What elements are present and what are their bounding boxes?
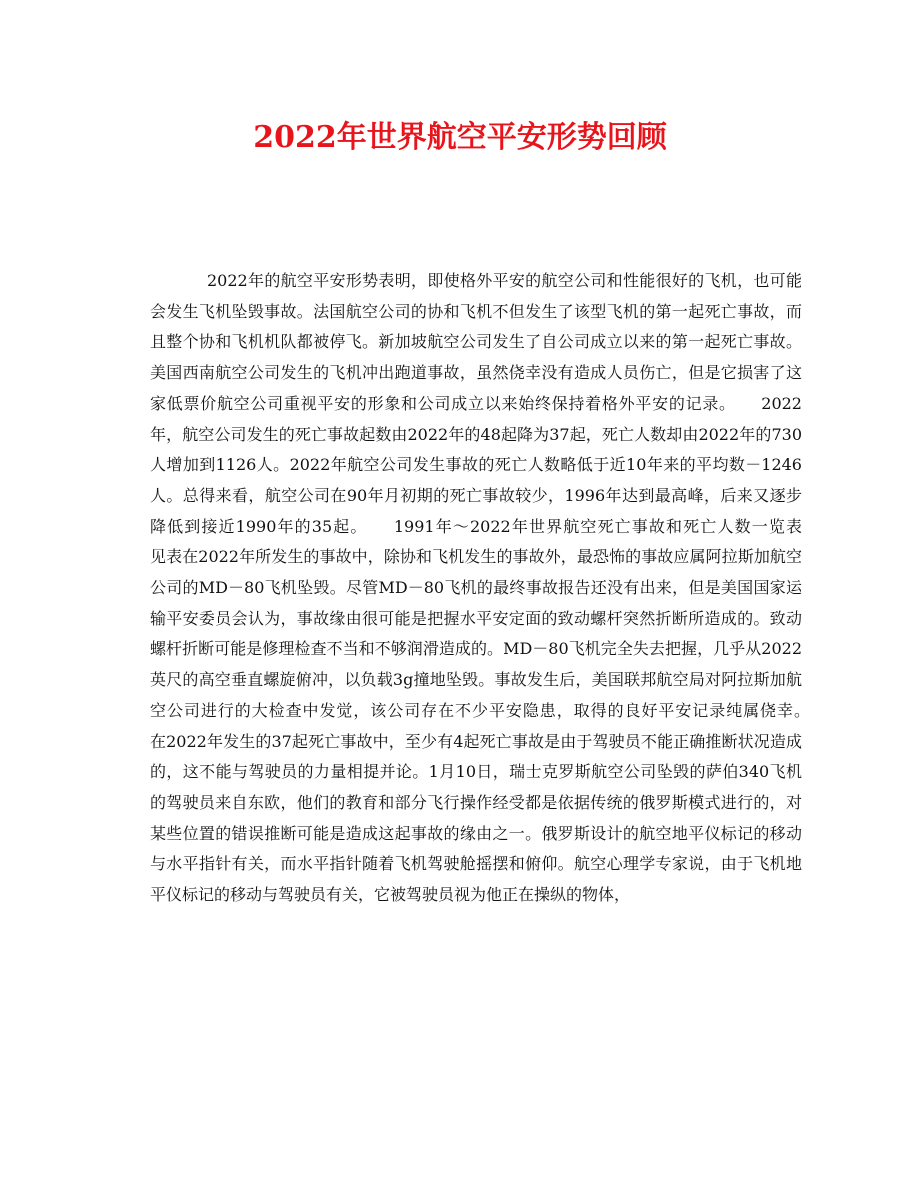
- document-title: 2022年世界航空平安形势回顾: [253, 120, 667, 155]
- document-body-paragraph: 2022年的航空平安形势表明，即使格外平安的航空公司和性能很好的飞机，也可能会发生飞机坠毁事故。法国航空公司的协和飞机不但发生了该型飞机的第一起死亡事故，而且整个协和飞机机队都被停飞。新加坡航空公司发生了自公司成立以来的第一起死亡事故。美国西南航空公司发生的飞机冲出跑道事故，虽然侥幸没有造成人员伤亡，但是它损害了这家低票价航空公司重视平安的形象和公司成立以来始终保持着格外平安的记录。 2022年，航空公司发生的死亡事故起数由2022年的48起降为37起，死亡人数却由2022年的730人增加到1126人。2022年航空公司发生事故的死亡人数略低于近10年来的平均数－1246人。总得来看，航空公司在90年月初期的死亡事故较少，1996年达到最高峰，后来又逐步降低到接近1990年的35起。 1991年～2022年世界航空死亡事故和死亡人数一览表 见表在2022年所发生的事故中，除协和飞机发生的事故外，最恐怖的事故应属阿拉斯加航空公司的MD－80飞机坠毁。尽管MD－80飞机的最终事故报告还没有出来，但是美国国家运输平安委员会认为，事故缘由很可能是把握水平安定面的致动螺杆突然折断所造成的。致动螺杆折断可能是修理检查不当和不够润滑造成的。MD－80飞机完全失去把握，几乎从2022英尺的高空垂直螺旋俯冲，以负载3g撞地坠毁。事故发生后，美国联邦航空局对阿拉斯加航空公司进行的大检查中发觉，该公司存在不少平安隐患，取得的良好平安记录纯属侥幸。 在2022年发生的37起死亡事故中，至少有4起死亡事故是由于驾驶员不能正确推断状况造成的，这不能与驾驶员的力量相提并论。1月10日，瑞士克罗斯航空公司坠毁的萨伯340飞机的驾驶员来自东欧，他们的教育和部分飞行操作经受都是依据传统的俄罗斯模式进行的，对某些位置的错误推断可能是造成这起事故的缘由之一。俄罗斯设计的航空地平仪标记的移动与水平指针有关，而水平指针随着飞机驾驶舱摇摆和俯仰。航空心理学专家说，由于飞机地平仪标记的移动与驾驶员有关，它被驾驶员视为他正在操纵的物体，: [150, 271, 835, 905]
